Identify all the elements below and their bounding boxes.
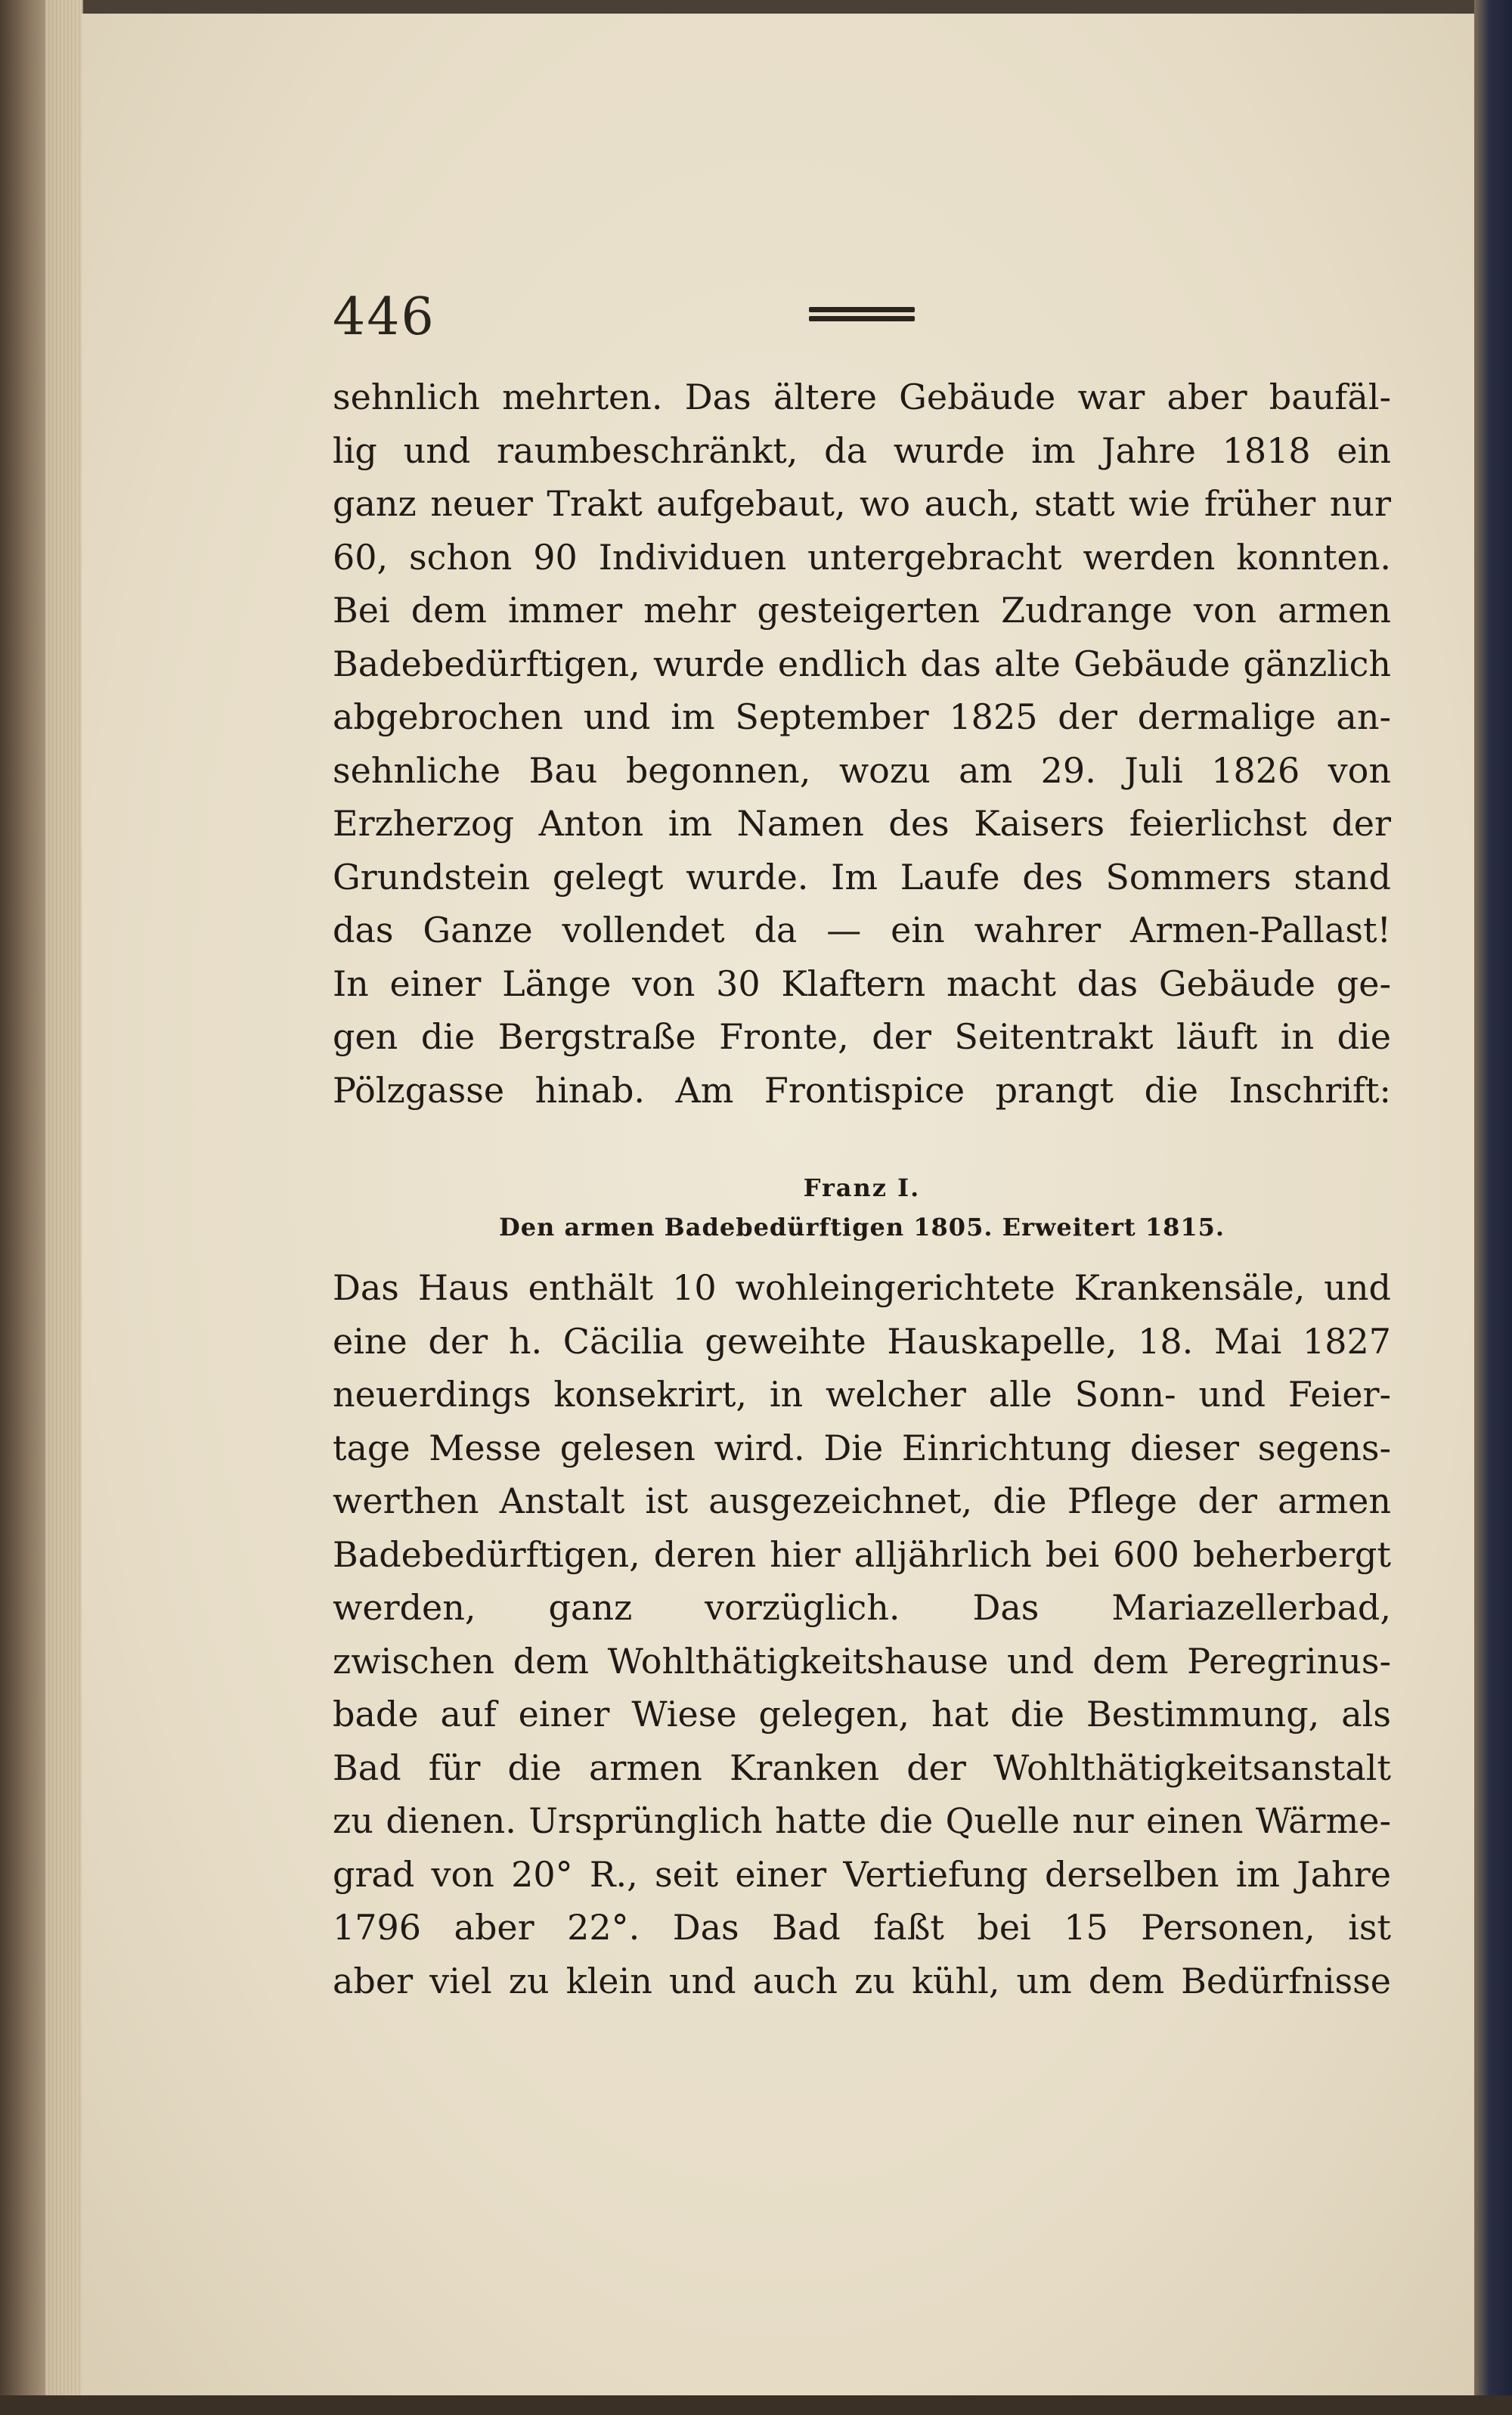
text-line: sehnliche Bau begonnen, wozu am 29. Juli 1826 von [333,749,1391,791]
page-header [333,287,1391,348]
text-line: eine der h. Cäcilia geweihte Hauskapelle, 18. Mai 1827 [333,1320,1391,1362]
text-line: grad von 20° R., seit einer Vertiefung derselben im Jahre [333,1853,1391,1895]
text-line: Pölzgasse hinab. Am Frontispice prangt die Inschrift: [333,1069,1391,1111]
text-line: das Ganze vollendet da — ein wahrer Armen-Pallast! [333,910,1391,950]
text-line: werden, ganz vorzüglich. Das Mariazellerbad, [333,1587,1391,1628]
inscription [333,1168,1391,1247]
text-line: Bad für die armen Kranken der Wohlthätigkeitsanstalt [333,1747,1391,1788]
text-line: werthen Anstalt ist ausgezeichnet, die Pflege der armen [333,1480,1391,1521]
paragraph-2 [333,1261,1391,2007]
text-line: sehnlich mehrten. Das ältere Gebäude war aber baufäl- [333,377,1391,417]
text-line: Bei dem immer mehr gesteigerten Zudrange von armen [333,590,1391,631]
text-line: zwischen dem Wohlthätigkeitshause und dem Peregrinus- [333,1640,1391,1682]
text-line: lig und raumbeschränkt, da wurde im Jahre 1818 ein [333,429,1391,471]
paragraph-1 [333,370,1391,1117]
book-binding-right [1474,0,1512,2415]
text-line: Badebedürftigen, deren hier alljährlich bei 600 beherbergt [333,1533,1391,1575]
text-line: Das Haus enthält 10 wohleingerichtete Krankensäle, und [333,1267,1391,1308]
text-line: ganz neuer Trakt aufgebaut, wo auch, statt wie früher nur [333,483,1391,524]
text-line: tage Messe gelesen wird. Die Einrichtung dieser segens- [333,1427,1391,1468]
text-line: abgebrochen und im September 1825 der dermalige an- [333,696,1391,737]
text-line: Badebedürftigen, wurde endlich das alte Gebäude gänzlich [333,643,1391,684]
text-line: zu dienen. Ursprünglich hatte die Quelle nur einen Wärme- [333,1800,1391,1841]
text-line: gen die Bergstraße Fronte, der Seitentrakt läuft in die [333,1016,1391,1057]
inscription-line-2: Den armen Badebedürftigen 1805. Erweitert 1815. [498,1213,1225,1242]
bottom-edge [0,2395,1512,2415]
text-line: 60, schon 90 Individuen untergebracht werden konnten. [333,536,1391,578]
text-line: Grundstein gelegt wurde. Im Laufe des Sommers stand [333,856,1391,897]
text-line: In einer Länge von 30 Klaftern macht das Gebäude ge- [333,963,1391,1004]
text-line: Erzherzog Anton im Namen des Kaisers feierlichst der [333,803,1391,844]
page-edges-left [45,0,83,2415]
page-number: 446 [333,287,435,347]
text-line: aber viel zu klein und auch zu kühl, um dem Bedürfnisse [333,1960,1391,2001]
text-line: neuerdings konsekrirt, in welcher alle Sonn- und Feier- [333,1374,1391,1415]
inscription-line-1: Franz I. [803,1173,921,1202]
top-edge [0,0,1512,14]
text-line: bade auf einer Wiese gelegen, hat die Bestimmung, als [333,1694,1391,1735]
text-line: 1796 aber 22°. Das Bad faßt bei 15 Personen, ist [333,1907,1391,1948]
header-rule-ornament [809,307,915,327]
